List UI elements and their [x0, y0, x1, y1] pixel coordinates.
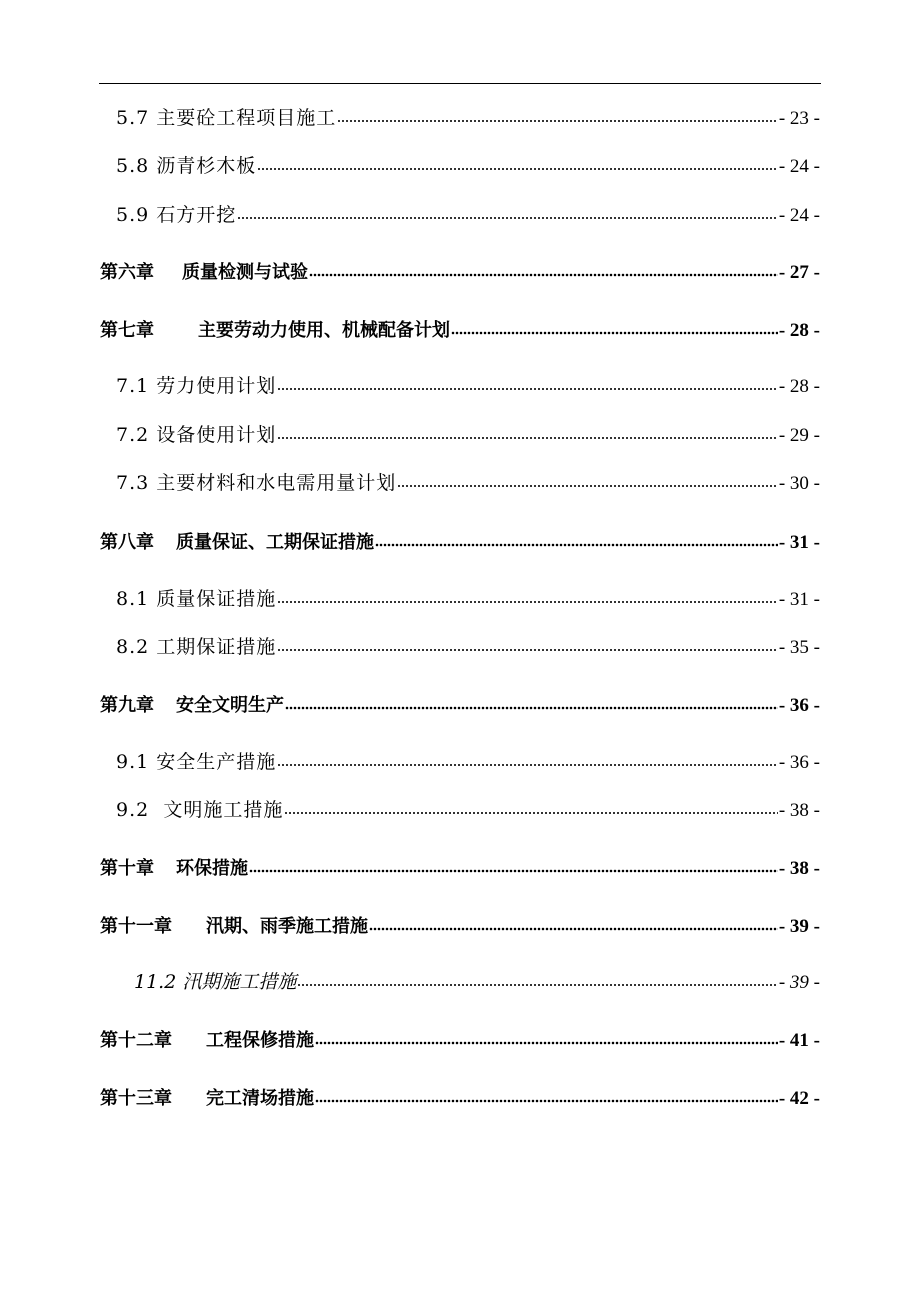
toc-page-number: - 24 - [778, 156, 820, 177]
toc-page-number: - 31 - [778, 532, 820, 553]
toc-chapter-title: 第九章 安全文明生产 [100, 695, 284, 716]
toc-chapter-title: 第十二章 工程保修措施 [100, 1030, 314, 1051]
toc-entry-title: 9.1 安全生产措施 [116, 751, 277, 773]
toc-page-number: - 41 - [778, 1030, 820, 1051]
dot-leader [284, 811, 778, 815]
dot-leader [277, 600, 778, 604]
toc-page-number: - 39 - [778, 972, 820, 993]
toc-page-number: - 36 - [778, 752, 820, 773]
toc-page-number: - 30 - [778, 473, 820, 494]
toc-entry[interactable] [116, 581, 820, 611]
dot-leader [369, 927, 778, 931]
toc-page-number: - 24 - [778, 205, 820, 226]
toc-page-number: - 36 - [778, 695, 820, 716]
toc-entry-title: 8.1 质量保证措施 [116, 588, 277, 610]
toc-page-number: - 42 - [778, 1088, 820, 1109]
toc-entry[interactable] [116, 417, 820, 447]
toc-entry[interactable] [116, 744, 820, 774]
toc-chapter-entry[interactable] [100, 908, 820, 938]
toc-entry-title: 9.2 文明施工措施 [116, 799, 284, 821]
toc-page-number: - 31 - [778, 589, 820, 610]
toc-chapter-entry[interactable] [100, 312, 820, 342]
toc-entry-title: 5.7 主要砼工程项目施工 [116, 107, 337, 129]
toc-entry[interactable] [116, 148, 820, 178]
toc-entry-title: 5.8 沥青杉木板 [116, 155, 257, 177]
toc-page-number: - 28 - [778, 376, 820, 397]
toc-chapter-title: 第十章 环保措施 [100, 858, 248, 879]
dot-leader [277, 763, 778, 767]
toc-chapter-entry[interactable] [100, 524, 820, 554]
toc-entry-title: 7.3 主要材料和水电需用量计划 [116, 472, 397, 494]
toc-chapter-entry[interactable] [100, 687, 820, 717]
dot-leader [285, 706, 778, 710]
dot-leader [297, 983, 777, 987]
toc-entry[interactable] [116, 465, 820, 495]
toc-chapter-title: 第十一章 汛期、雨季施工措施 [100, 916, 368, 937]
toc-entry[interactable] [116, 197, 820, 227]
dot-leader [337, 119, 778, 123]
toc-entry-title: 5.9 石方开挖 [116, 204, 237, 226]
toc-entry[interactable] [116, 100, 820, 130]
toc-entry-title: 7.2 设备使用计划 [116, 424, 277, 446]
dot-leader [315, 1041, 778, 1045]
toc-chapter-entry[interactable] [100, 1080, 820, 1110]
dot-leader [257, 167, 778, 171]
toc-chapter-entry[interactable] [100, 850, 820, 880]
toc-entry[interactable] [116, 368, 820, 398]
toc-page-number: - 23 - [778, 108, 820, 129]
dot-leader [375, 543, 778, 547]
toc-chapter-title: 第六章 质量检测与试验 [100, 262, 308, 283]
toc-page-number: - 38 - [778, 858, 820, 879]
toc-page-number: - 38 - [778, 800, 820, 821]
toc-entry[interactable] [116, 792, 820, 822]
toc-chapter-title: 第十三章 完工清场措施 [100, 1088, 314, 1109]
toc-entry[interactable] [134, 964, 820, 994]
dot-leader [451, 331, 778, 335]
dot-leader [315, 1099, 778, 1103]
dot-leader [249, 869, 778, 873]
toc-page-number: - 29 - [778, 425, 820, 446]
dot-leader [277, 648, 778, 652]
header-rule [99, 83, 821, 84]
dot-leader [277, 436, 778, 440]
toc-entry[interactable] [116, 629, 820, 659]
toc-page-number: - 39 - [778, 916, 820, 937]
dot-leader [309, 273, 778, 277]
toc-chapter-entry[interactable] [100, 1022, 820, 1052]
dot-leader [237, 216, 778, 220]
dot-leader [397, 484, 778, 488]
toc-chapter-title: 第七章 主要劳动力使用、机械配备计划 [100, 320, 450, 341]
toc-chapter-entry[interactable] [100, 254, 820, 284]
toc-entry-title: 8.2 工期保证措施 [116, 636, 277, 658]
toc-page-number: - 27 - [778, 262, 820, 283]
toc-chapter-title: 第八章 质量保证、工期保证措施 [100, 532, 374, 553]
toc-page-number: - 35 - [778, 637, 820, 658]
toc-page-number: - 28 - [778, 320, 820, 341]
toc-entry-title: 7.1 劳力使用计划 [116, 375, 277, 397]
dot-leader [277, 387, 778, 391]
toc-entry-title: 11.2 汛期施工措施 [134, 971, 297, 993]
